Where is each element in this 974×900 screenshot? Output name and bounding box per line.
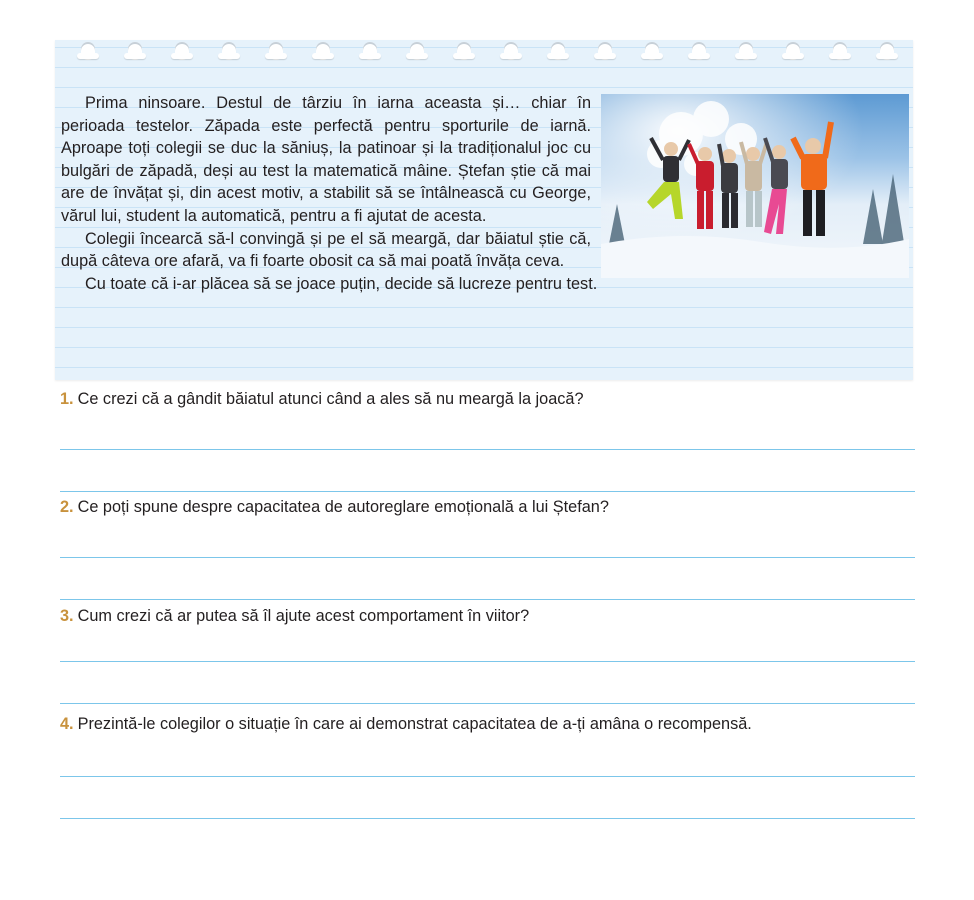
spiral-ring-icon: [81, 42, 95, 60]
spiral-ring-icon: [410, 42, 424, 60]
snow-friends-photo: [601, 94, 909, 278]
spiral-ring-icon: [363, 42, 377, 60]
spiral-ring-icon: [175, 42, 189, 60]
spiral-binding: [55, 40, 913, 70]
question-4: [60, 715, 752, 734]
question-1: [60, 390, 584, 409]
spiral-ring-icon: [739, 42, 753, 60]
story-paragraph-2: Colegii încearcă să-l convingă și pe el să meargă, dar băiatul știe că, după câteva ore afară, va fi foarte obosit ca să mai poată învăța ceva.: [61, 229, 591, 271]
spiral-ring-icon: [504, 42, 518, 60]
question-number: 1.: [60, 390, 74, 408]
spiral-ring-icon: [598, 42, 612, 60]
answer-line[interactable]: [60, 599, 915, 600]
snow-scene-illustration: [601, 94, 909, 278]
question-number: 4.: [60, 715, 74, 733]
question-text: Ce poți spune despre capacitatea de autoreglare emoțională a lui Ștefan?: [77, 498, 609, 516]
question-text: Prezintă-le colegilor o situație în care ai demonstrat capacitatea de a-ți amâna o recompensă.: [77, 715, 752, 733]
notebook-card: [55, 40, 913, 380]
answer-line[interactable]: [60, 818, 915, 819]
question-number: 2.: [60, 498, 74, 516]
answer-line[interactable]: [60, 557, 915, 558]
spiral-ring-icon: [128, 42, 142, 60]
answer-line[interactable]: [60, 776, 915, 777]
question-3: [60, 607, 529, 626]
spiral-ring-icon: [880, 42, 894, 60]
spiral-ring-icon: [269, 42, 283, 60]
spiral-ring-icon: [786, 42, 800, 60]
story-paragraph-1: Prima ninsoare. Destul de târziu în iarna aceasta și… chiar în perioada testelor. Zăpada este perfectă pentru sporturile de iarnă. Aproape toți colegii se duc la săniuș, la patinoar și la tradiționalul joc cu bulgări de zăpadă, deși au test la matematică mâine. Ștefan știe că mai are de învățat și, din acest motiv, a stabilit să se întâlnească cu George, vărul lui, student la automatică, pentru a fi ajutat de acesta.: [61, 94, 591, 225]
answer-line[interactable]: [60, 703, 915, 704]
spiral-ring-icon: [645, 42, 659, 60]
story-paragraph-3: Cu toate că i-ar plăcea să se joace puțin, decide să lucreze pentru test.: [85, 274, 598, 293]
spiral-ring-icon: [222, 42, 236, 60]
answer-line[interactable]: [60, 491, 915, 492]
answer-line[interactable]: [60, 661, 915, 662]
answer-line[interactable]: [60, 449, 915, 450]
question-2: [60, 498, 609, 517]
spiral-ring-icon: [833, 42, 847, 60]
story-text: [61, 92, 598, 295]
question-number: 3.: [60, 607, 74, 625]
spiral-ring-icon: [551, 42, 565, 60]
question-text: Cum crezi că ar putea să îl ajute acest comportament în viitor?: [77, 607, 530, 625]
question-text: Ce crezi că a gândit băiatul atunci când a ales să nu meargă la joacă?: [77, 390, 584, 408]
spiral-ring-icon: [457, 42, 471, 60]
spiral-ring-icon: [316, 42, 330, 60]
spiral-ring-icon: [692, 42, 706, 60]
